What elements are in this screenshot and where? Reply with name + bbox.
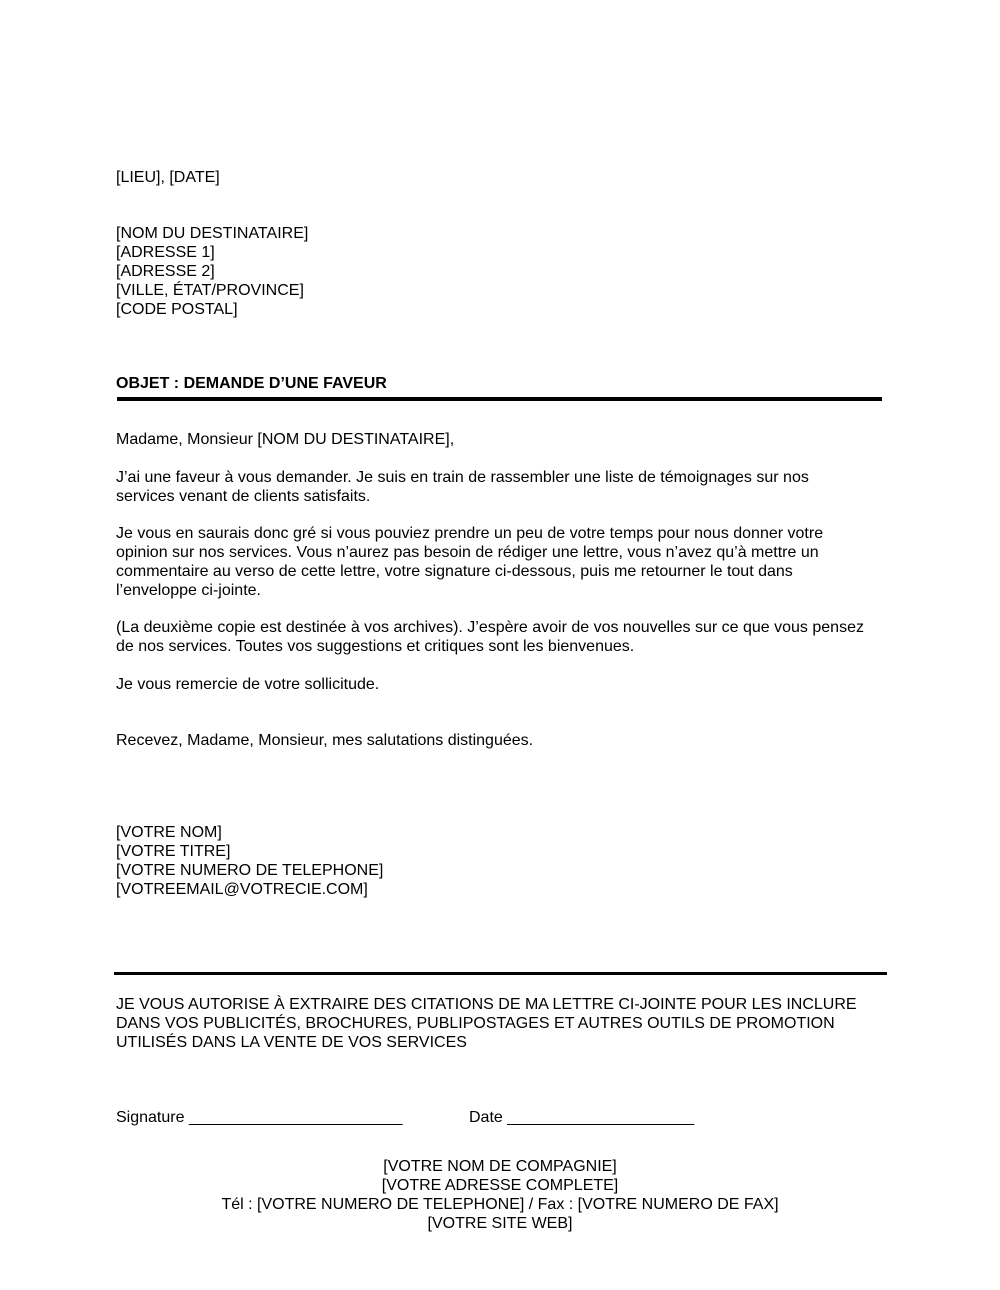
body-line: de nos services. Toutes vos suggestions et critiques sont les bienvenues.: [116, 638, 635, 655]
authorization-divider: [114, 972, 887, 975]
recipient-address-2: [ADRESSE 2]: [116, 263, 215, 280]
recipient-block: [116, 224, 308, 319]
authorization-line: UTILISÉS DANS LA VENTE DE VOS SERVICES: [116, 1034, 467, 1051]
body-line: services venant de clients satisfaits.: [116, 488, 371, 505]
recipient-address-1: [ADRESSE 1]: [116, 244, 215, 261]
body-line: (La deuxième copie est destinée à vos archives). J’espère avoir de vos nouvelles sur ce que vous pensez: [116, 619, 864, 636]
body-paragraph-3: [116, 618, 864, 656]
recipient-name: [NOM DU DESTINATAIRE]: [116, 225, 309, 242]
body-paragraph-1: [116, 468, 809, 506]
body-line: Je vous en saurais donc gré si vous pouviez prendre un peu de votre temps pour nous donner votre: [116, 525, 824, 542]
salutation: Madame, Monsieur [NOM DU DESTINATAIRE],: [116, 431, 455, 448]
signature-field[interactable]: Signature ________________________: [116, 1109, 403, 1126]
body-line: J’ai une faveur à vous demander. Je suis en train de rassembler une liste de témoignages sur nos: [116, 469, 809, 486]
authorization-line: DANS VOS PUBLICITÉS, BROCHURES, PUBLIPOSTAGES ET AUTRES OUTILS DE PROMOTION: [116, 1015, 835, 1032]
sender-block: [116, 823, 383, 899]
footer-contact: Tél : [VOTRE NUMERO DE TELEPHONE] / Fax : [VOTRE NUMERO DE FAX]: [221, 1196, 779, 1213]
footer-address: [VOTRE ADRESSE COMPLETE]: [381, 1177, 619, 1194]
recipient-postal-code: [CODE POSTAL]: [116, 301, 238, 318]
footer: [0, 1157, 1000, 1233]
subject-line: OBJET : DEMANDE D’UNE FAVEUR: [116, 375, 387, 392]
authorization-text: [116, 995, 857, 1052]
footer-website: [VOTRE SITE WEB]: [427, 1215, 573, 1232]
sender-phone: [VOTRE NUMERO DE TELEPHONE]: [116, 862, 384, 879]
sender-title: [VOTRE TITRE]: [116, 843, 231, 860]
subject-divider: [117, 397, 882, 401]
body-line: l’enveloppe ci-jointe.: [116, 582, 261, 599]
footer-company: [VOTRE NOM DE COMPAGNIE]: [383, 1158, 617, 1175]
body-paragraph-2: [116, 524, 823, 600]
body-line: commentaire au verso de cette lettre, votre signature ci-dessous, puis me retourner le tout dans: [116, 563, 793, 580]
body-paragraph-4: Je vous remercie de votre sollicitude.: [116, 676, 380, 693]
recipient-city: [VILLE, ÉTAT/PROVINCE]: [116, 282, 304, 299]
date-field[interactable]: Date _____________________: [469, 1109, 695, 1126]
authorization-line: JE VOUS AUTORISE À EXTRAIRE DES CITATIONS DE MA LETTRE CI-JOINTE POUR LES INCLURE: [116, 996, 857, 1013]
place-date: [LIEU], [DATE]: [116, 169, 220, 186]
closing: Recevez, Madame, Monsieur, mes salutations distinguées.: [116, 732, 534, 749]
sender-email: [VOTREEMAIL@VOTRECIE.COM]: [116, 881, 368, 898]
sender-name: [VOTRE NOM]: [116, 824, 222, 841]
body-line: opinion sur nos services. Vous n’aurez pas besoin de rédiger une lettre, vous n’avez qu’à mettre un: [116, 544, 819, 561]
